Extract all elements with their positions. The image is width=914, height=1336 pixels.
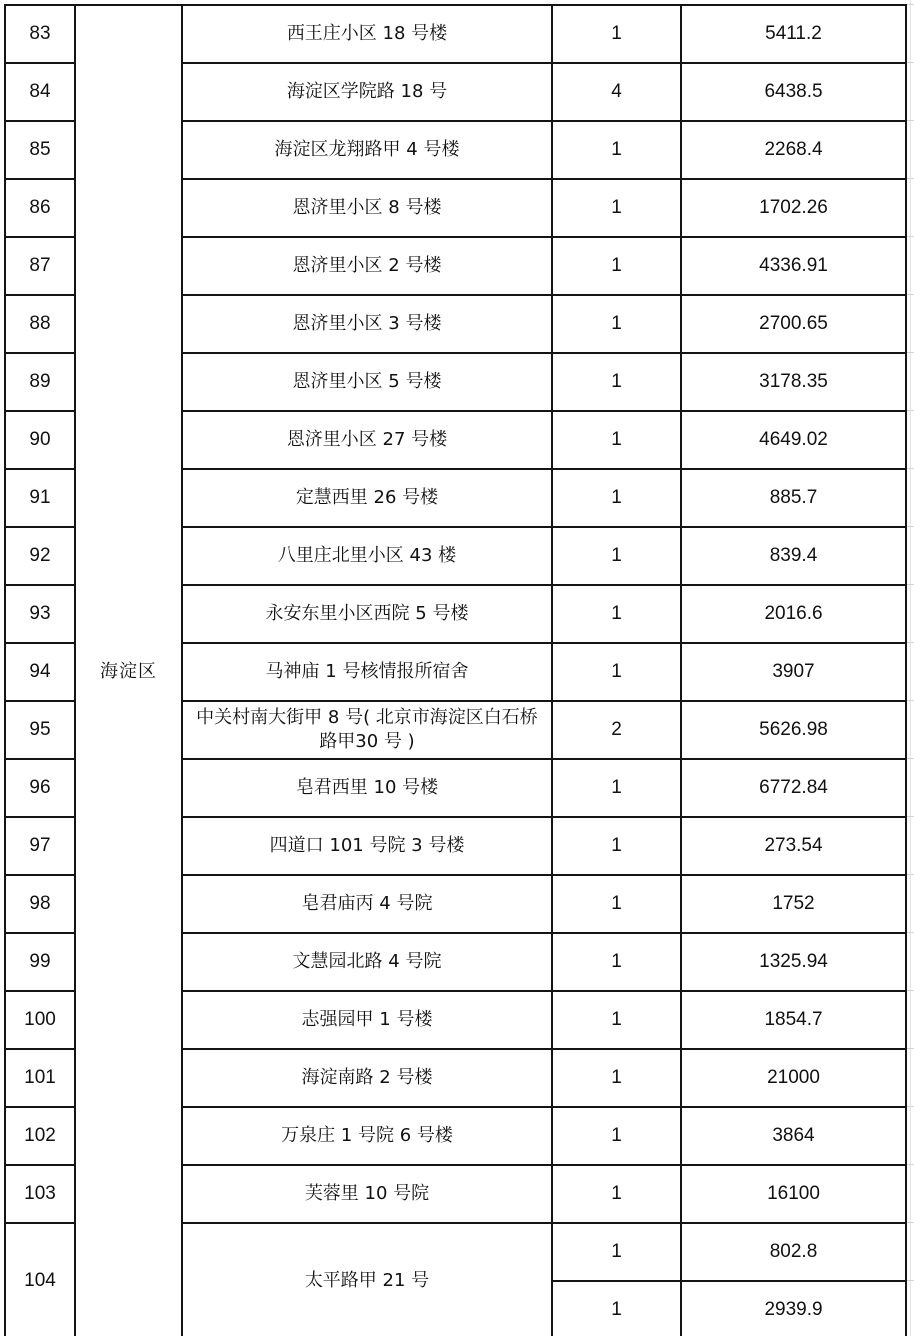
- row-number-cell[interactable]: 88: [5, 295, 75, 353]
- count-cell[interactable]: 1: [552, 933, 681, 991]
- sheet-gridline: [906, 642, 914, 643]
- sheet-gridline: [906, 410, 914, 411]
- building-table: [4, 4, 907, 1336]
- area-cell[interactable]: 6438.5: [681, 63, 906, 121]
- sheet-gridline: [906, 932, 914, 933]
- count-cell[interactable]: 1: [552, 1223, 681, 1281]
- count-cell[interactable]: 1: [552, 1049, 681, 1107]
- sheet-gridline: [906, 1048, 914, 1049]
- sheet-gridline: [906, 236, 914, 237]
- area-cell[interactable]: 2268.4: [681, 121, 906, 179]
- row-number-cell[interactable]: 103: [5, 1165, 75, 1223]
- address-cell[interactable]: 西王庄小区 18 号楼: [182, 5, 552, 63]
- count-cell[interactable]: 1: [552, 1165, 681, 1223]
- row-number-cell[interactable]: 101: [5, 1049, 75, 1107]
- area-cell[interactable]: 1854.7: [681, 991, 906, 1049]
- count-cell[interactable]: 1: [552, 411, 681, 469]
- sheet-gridline: [906, 352, 914, 353]
- count-cell[interactable]: 1: [552, 817, 681, 875]
- sheet-gridline: [906, 700, 914, 701]
- count-cell[interactable]: 1: [552, 121, 681, 179]
- sheet-gridline: [910, 0, 911, 1336]
- count-cell[interactable]: 2: [552, 701, 681, 759]
- address-cell[interactable]: 万泉庄 1 号院 6 号楼: [182, 1107, 552, 1165]
- sheet-gridline: [906, 816, 914, 817]
- sheet-gridline: [906, 758, 914, 759]
- area-cell[interactable]: 16100: [681, 1165, 906, 1223]
- area-cell[interactable]: 4649.02: [681, 411, 906, 469]
- count-cell[interactable]: 1: [552, 991, 681, 1049]
- address-cell[interactable]: 八里庄北里小区 43 楼: [182, 527, 552, 585]
- count-cell[interactable]: 1: [552, 353, 681, 411]
- address-cell[interactable]: 海淀区龙翔路甲 4 号楼: [182, 121, 552, 179]
- area-cell[interactable]: 3907: [681, 643, 906, 701]
- row-number-cell[interactable]: 89: [5, 353, 75, 411]
- address-cell[interactable]: 皂君西里 10 号楼: [182, 759, 552, 817]
- sheet-gridline: [906, 584, 914, 585]
- area-cell[interactable]: 2939.9: [681, 1281, 906, 1336]
- address-cell[interactable]: 定慧西里 26 号楼: [182, 469, 552, 527]
- address-cell[interactable]: 太平路甲 21 号: [182, 1223, 552, 1336]
- area-cell[interactable]: 885.7: [681, 469, 906, 527]
- area-cell[interactable]: 5411.2: [681, 5, 906, 63]
- sheet-gridline: [906, 1106, 914, 1107]
- address-cell[interactable]: 永安东里小区西院 5 号楼: [182, 585, 552, 643]
- count-cell[interactable]: 1: [552, 759, 681, 817]
- area-cell[interactable]: 1702.26: [681, 179, 906, 237]
- row-number-cell[interactable]: 96: [5, 759, 75, 817]
- row-number-cell[interactable]: 87: [5, 237, 75, 295]
- address-cell[interactable]: 海淀南路 2 号楼: [182, 1049, 552, 1107]
- area-cell[interactable]: 5626.98: [681, 701, 906, 759]
- sheet-gridline: [906, 1164, 914, 1165]
- count-cell[interactable]: 1: [552, 295, 681, 353]
- address-cell[interactable]: 中关村南大街甲 8 号( 北京市海淀区白石桥路甲30 号 ): [182, 701, 552, 759]
- row-number-cell[interactable]: 100: [5, 991, 75, 1049]
- sheet-gridline: [906, 1222, 914, 1223]
- address-cell[interactable]: 恩济里小区 3 号楼: [182, 295, 552, 353]
- row-number-cell[interactable]: 95: [5, 701, 75, 759]
- count-cell[interactable]: 1: [552, 585, 681, 643]
- row-number-cell[interactable]: 86: [5, 179, 75, 237]
- count-cell[interactable]: 1: [552, 237, 681, 295]
- address-cell[interactable]: 恩济里小区 5 号楼: [182, 353, 552, 411]
- count-cell[interactable]: 1: [552, 5, 681, 63]
- address-cell[interactable]: 文慧园北路 4 号院: [182, 933, 552, 991]
- address-cell[interactable]: 恩济里小区 2 号楼: [182, 237, 552, 295]
- address-cell[interactable]: 四道口 101 号院 3 号楼: [182, 817, 552, 875]
- area-cell[interactable]: 273.54: [681, 817, 906, 875]
- district-cell[interactable]: 海淀区: [75, 5, 182, 1336]
- address-cell[interactable]: 马神庙 1 号核情报所宿舍: [182, 643, 552, 701]
- address-cell[interactable]: 皂君庙丙 4 号院: [182, 875, 552, 933]
- address-cell[interactable]: 芙蓉里 10 号院: [182, 1165, 552, 1223]
- sheet-gridline: [906, 874, 914, 875]
- count-cell[interactable]: 1: [552, 875, 681, 933]
- table-row: [5, 5, 906, 63]
- count-cell[interactable]: 1: [552, 643, 681, 701]
- count-cell[interactable]: 1: [552, 1107, 681, 1165]
- row-number-cell[interactable]: 85: [5, 121, 75, 179]
- area-cell[interactable]: 21000: [681, 1049, 906, 1107]
- row-number-cell[interactable]: 102: [5, 1107, 75, 1165]
- sheet-gridline: [906, 4, 914, 5]
- area-cell[interactable]: 1752: [681, 875, 906, 933]
- row-number-cell[interactable]: 91: [5, 469, 75, 527]
- row-number-cell[interactable]: 99: [5, 933, 75, 991]
- row-number-cell[interactable]: 84: [5, 63, 75, 121]
- area-cell[interactable]: 2016.6: [681, 585, 906, 643]
- row-number-cell[interactable]: 83: [5, 5, 75, 63]
- count-cell[interactable]: 1: [552, 527, 681, 585]
- address-cell[interactable]: 恩济里小区 27 号楼: [182, 411, 552, 469]
- area-cell[interactable]: 839.4: [681, 527, 906, 585]
- sheet-gridline: [906, 178, 914, 179]
- row-number-cell[interactable]: 98: [5, 875, 75, 933]
- row-number-cell[interactable]: 97: [5, 817, 75, 875]
- area-cell[interactable]: 802.8: [681, 1223, 906, 1281]
- count-cell[interactable]: 1: [552, 1281, 681, 1336]
- row-number-cell[interactable]: 90: [5, 411, 75, 469]
- area-cell[interactable]: 4336.91: [681, 237, 906, 295]
- area-cell[interactable]: 2700.65: [681, 295, 906, 353]
- address-cell[interactable]: 志强园甲 1 号楼: [182, 991, 552, 1049]
- sheet-gridline: [906, 62, 914, 63]
- sheet-gridline: [906, 294, 914, 295]
- count-cell[interactable]: 4: [552, 63, 681, 121]
- count-cell[interactable]: 1: [552, 469, 681, 527]
- address-cell[interactable]: 海淀区学院路 18 号: [182, 63, 552, 121]
- area-cell[interactable]: 1325.94: [681, 933, 906, 991]
- count-cell[interactable]: 1: [552, 179, 681, 237]
- table-body: [5, 5, 906, 1336]
- sheet-gridline: [906, 120, 914, 121]
- area-cell[interactable]: 3864: [681, 1107, 906, 1165]
- sheet-gridline: [906, 1280, 914, 1281]
- row-number-cell[interactable]: 92: [5, 527, 75, 585]
- area-cell[interactable]: 3178.35: [681, 353, 906, 411]
- sheet-gridline: [906, 526, 914, 527]
- address-cell[interactable]: 恩济里小区 8 号楼: [182, 179, 552, 237]
- area-cell[interactable]: 6772.84: [681, 759, 906, 817]
- sheet-gridline: [906, 990, 914, 991]
- sheet-gridline: [906, 468, 914, 469]
- row-number-cell[interactable]: 104: [5, 1223, 75, 1336]
- row-number-cell[interactable]: 93: [5, 585, 75, 643]
- row-number-cell[interactable]: 94: [5, 643, 75, 701]
